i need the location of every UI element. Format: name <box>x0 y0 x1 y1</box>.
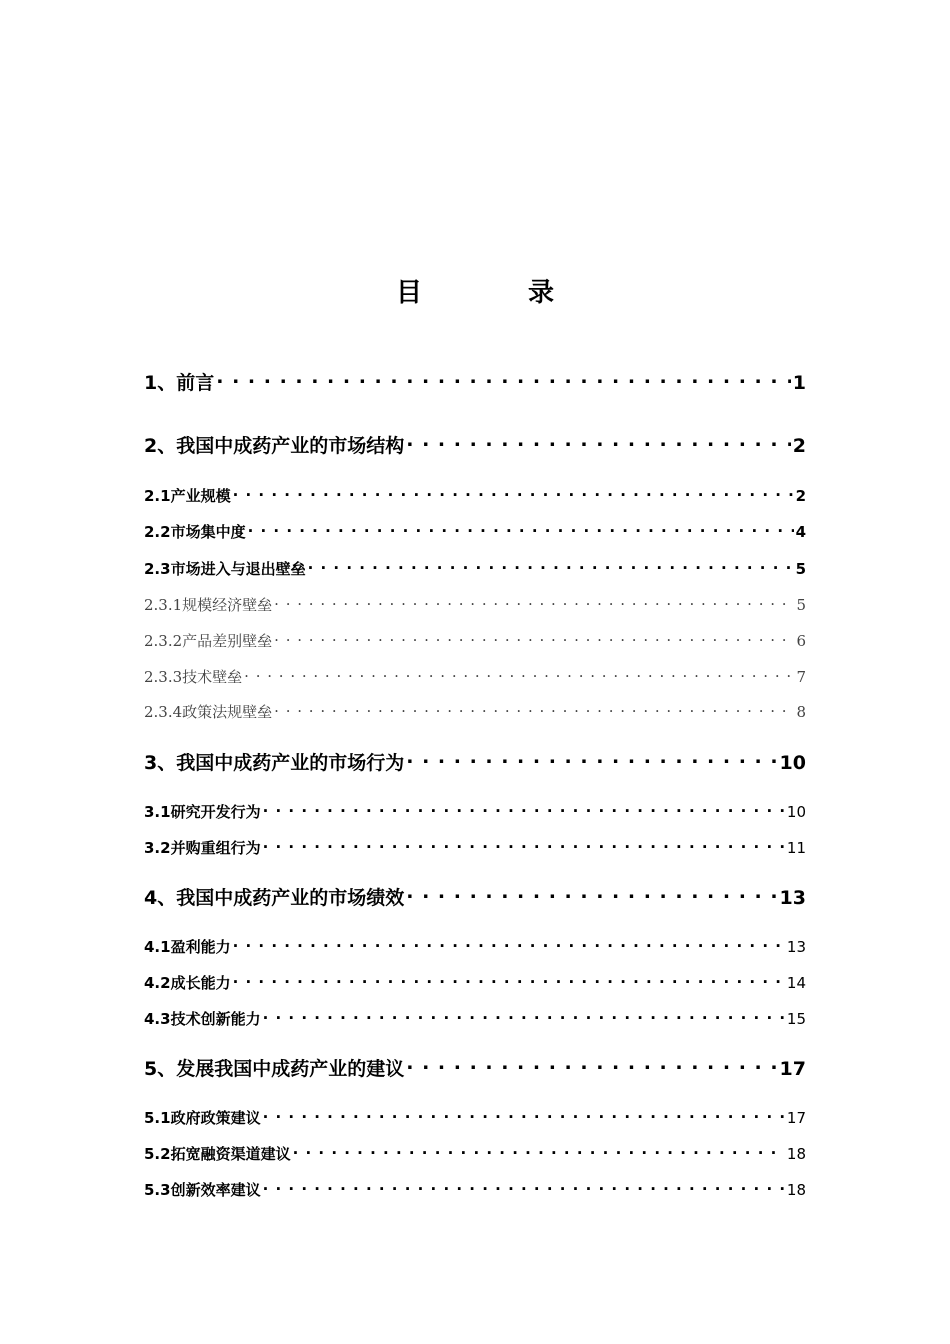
dot-leader <box>263 838 785 853</box>
toc-entry-page: 11 <box>786 839 806 857</box>
dot-leader <box>263 1180 785 1195</box>
toc-entry-label: 5.1政府政策建议 <box>144 1109 261 1127</box>
toc-entry-page: 7 <box>796 668 806 686</box>
toc-entry-page: 1 <box>792 372 806 394</box>
dot-leader <box>216 370 791 389</box>
toc-entry-page: 17 <box>779 1058 806 1080</box>
toc-entry-page: 17 <box>786 1109 806 1127</box>
toc-entry-label: 1、前言 <box>144 372 215 394</box>
dot-leader <box>274 595 794 610</box>
toc-title: 目 录 <box>395 278 594 308</box>
toc-entry-5-1[interactable] <box>144 1108 806 1128</box>
toc-entry-1[interactable] <box>144 370 806 395</box>
toc-entry-5-3[interactable] <box>144 1180 806 1200</box>
dot-leader <box>233 973 785 988</box>
toc-entry-label: 2.2市场集中度 <box>144 523 246 541</box>
toc-entry-page: 18 <box>786 1181 806 1199</box>
dot-leader <box>263 1009 785 1024</box>
dot-leader <box>233 937 785 952</box>
toc-entry-label: 2.3市场进入与退出壁垒 <box>144 560 306 578</box>
toc-entry-page: 8 <box>796 703 806 721</box>
toc-entry-page: 18 <box>786 1145 806 1163</box>
dot-leader <box>274 702 794 717</box>
toc-entry-4[interactable] <box>144 885 806 910</box>
toc-entry-label: 2.3.4政策法规壁垒 <box>144 703 273 721</box>
toc-entry-page: 14 <box>786 974 806 992</box>
toc-entry-label: 3.1研究开发行为 <box>144 803 261 821</box>
toc-entry-label: 2.3.1规模经济壁垒 <box>144 596 273 614</box>
toc-entry-4-1[interactable] <box>144 937 806 957</box>
toc-entry-label: 2、我国中成药产业的市场结构 <box>144 435 405 457</box>
toc-entry-2-3-1[interactable] <box>144 595 806 615</box>
toc-entry-4-3[interactable] <box>144 1009 806 1029</box>
dot-leader <box>293 1144 785 1159</box>
dot-leader <box>248 522 794 537</box>
dot-leader <box>406 750 777 769</box>
toc-entry-page: 15 <box>786 1010 806 1028</box>
dot-leader <box>274 631 794 646</box>
toc-entry-page: 2 <box>795 487 806 505</box>
dot-leader <box>406 433 791 452</box>
toc-entry-page: 5 <box>796 596 806 614</box>
toc-entry-label: 4、我国中成药产业的市场绩效 <box>144 887 405 909</box>
toc-entry-page: 6 <box>796 632 806 650</box>
dot-leader <box>244 667 794 682</box>
toc-entry-2-2[interactable] <box>144 522 806 542</box>
toc-entry-page: 13 <box>779 887 806 909</box>
toc-entry-page: 10 <box>786 803 806 821</box>
toc-entry-page: 5 <box>795 560 806 578</box>
toc-entry-label: 4.2成长能力 <box>144 974 231 992</box>
toc-entry-2-3[interactable] <box>144 559 806 579</box>
toc-entry-3[interactable] <box>144 750 806 775</box>
toc-entry-2-1[interactable] <box>144 486 806 506</box>
toc-entry-page: 2 <box>792 435 806 457</box>
dot-leader <box>406 1056 777 1075</box>
toc-entry-2-3-2[interactable] <box>144 631 806 651</box>
dot-leader <box>263 1108 785 1123</box>
toc-entry-label: 5.3创新效率建议 <box>144 1181 261 1199</box>
toc-entry-4-2[interactable] <box>144 973 806 993</box>
dot-leader <box>233 486 794 501</box>
toc-entry-label: 3、我国中成药产业的市场行为 <box>144 752 405 774</box>
dot-leader <box>308 559 794 574</box>
toc-entry-label: 5、发展我国中成药产业的建议 <box>144 1058 405 1080</box>
toc-entry-label: 2.1产业规模 <box>144 487 231 505</box>
toc-entry-label: 2.3.2产品差别壁垒 <box>144 632 273 650</box>
toc-entry-page: 4 <box>795 523 806 541</box>
toc-entry-5-2[interactable] <box>144 1144 806 1164</box>
toc-entry-3-2[interactable] <box>144 838 806 858</box>
dot-leader <box>406 885 777 904</box>
toc-entry-3-1[interactable] <box>144 802 806 822</box>
toc-entry-page: 13 <box>786 938 806 956</box>
toc-entry-label: 3.2并购重组行为 <box>144 839 261 857</box>
toc-entry-label: 5.2拓宽融资渠道建议 <box>144 1145 291 1163</box>
toc-entry-2[interactable] <box>144 433 806 458</box>
toc-entry-5[interactable] <box>144 1056 806 1081</box>
toc-entry-2-3-4[interactable] <box>144 702 806 722</box>
toc-entry-label: 4.1盈利能力 <box>144 938 231 956</box>
toc-entry-label: 2.3.3技术壁垒 <box>144 668 243 686</box>
toc-entry-page: 10 <box>779 752 806 774</box>
toc-entry-label: 4.3技术创新能力 <box>144 1010 261 1028</box>
toc-entry-2-3-3[interactable] <box>144 667 806 687</box>
dot-leader <box>263 802 785 817</box>
